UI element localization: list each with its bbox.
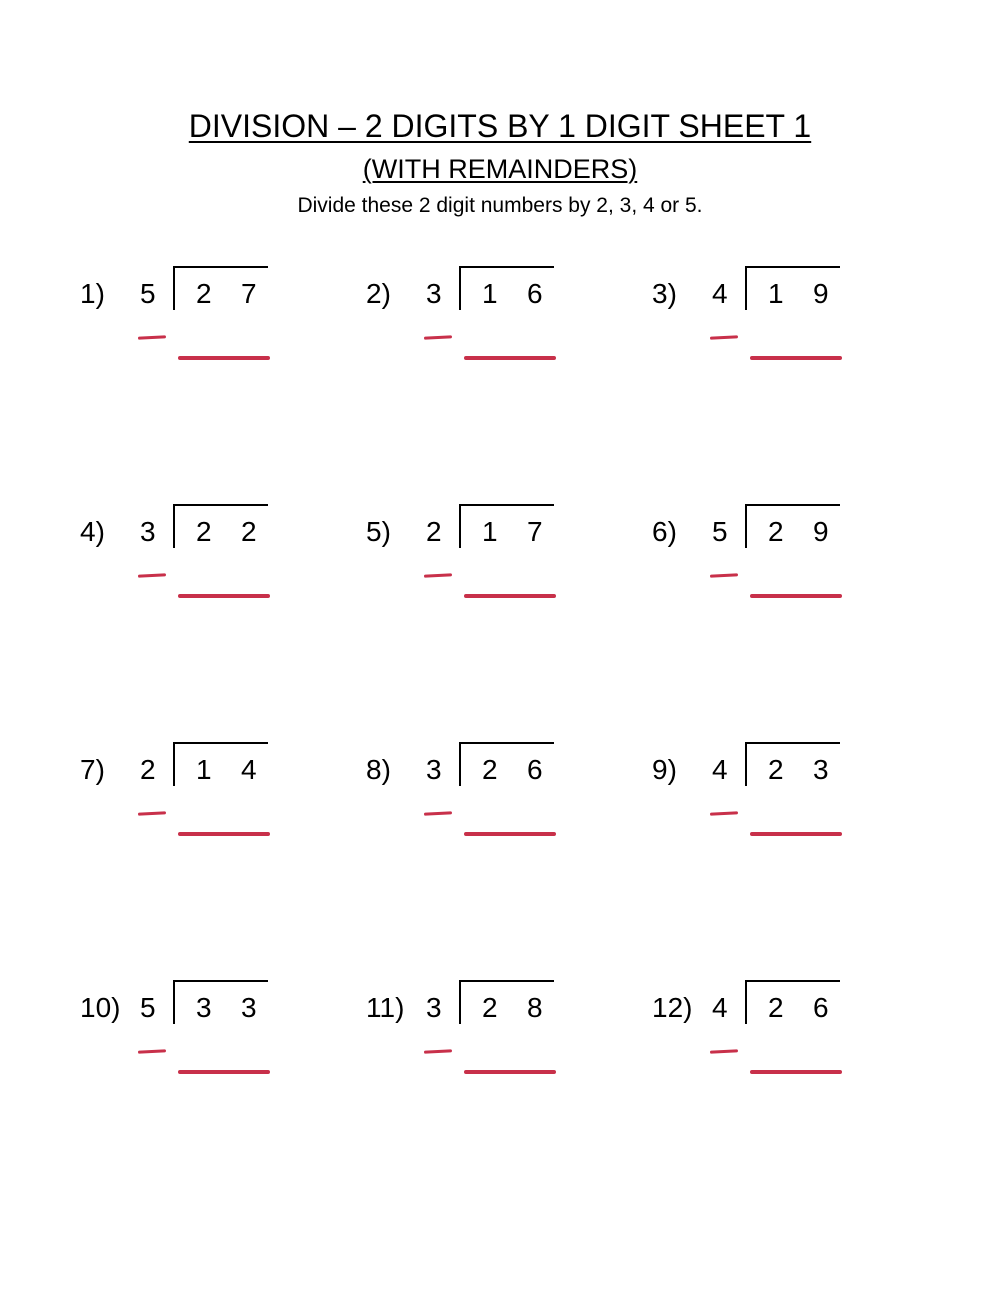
- problem-number: 1): [80, 278, 105, 309]
- divisor: 4: [712, 278, 728, 309]
- division-problem-10: [80, 986, 360, 1096]
- quotient-answer-line[interactable]: [750, 356, 842, 360]
- problem-number: 2): [366, 278, 391, 309]
- dividend-tens-digit: 2: [196, 516, 212, 547]
- divisor: 3: [426, 992, 442, 1023]
- remainder-answer-line[interactable]: [424, 1049, 452, 1053]
- quotient-answer-line[interactable]: [178, 356, 270, 360]
- problem-number: 8): [366, 754, 391, 785]
- dividend-ones-digit: 3: [813, 754, 829, 785]
- remainder-answer-line[interactable]: [138, 1049, 166, 1053]
- remainder-answer-line[interactable]: [424, 811, 452, 815]
- dividend-tens-digit: 2: [482, 992, 498, 1023]
- division-problem-1: [80, 272, 360, 382]
- dividend-tens-digit: 1: [482, 516, 498, 547]
- divisor: 5: [712, 516, 728, 547]
- divisor: 2: [426, 516, 442, 547]
- divisor: 3: [426, 278, 442, 309]
- dividend-tens-digit: 2: [196, 278, 212, 309]
- quotient-answer-line[interactable]: [464, 594, 556, 598]
- quotient-answer-line[interactable]: [750, 1070, 842, 1074]
- remainder-answer-line[interactable]: [138, 335, 166, 339]
- remainder-answer-line[interactable]: [710, 1049, 738, 1053]
- dividend-ones-digit: 7: [241, 278, 257, 309]
- division-problem-2: [366, 272, 646, 382]
- quotient-answer-line[interactable]: [178, 1070, 270, 1074]
- dividend-ones-digit: 2: [241, 516, 257, 547]
- dividend-ones-digit: 6: [813, 992, 829, 1023]
- dividend-tens-digit: 1: [768, 278, 784, 309]
- problem-number: 4): [80, 516, 105, 547]
- dividend-tens-digit: 3: [196, 992, 212, 1023]
- divisor: 3: [426, 754, 442, 785]
- remainder-answer-line[interactable]: [138, 811, 166, 815]
- division-problem-3: [652, 272, 932, 382]
- remainder-answer-line[interactable]: [424, 573, 452, 577]
- remainder-answer-line[interactable]: [710, 811, 738, 815]
- dividend-ones-digit: 9: [813, 516, 829, 547]
- dividend-ones-digit: 3: [241, 992, 257, 1023]
- divisor: 2: [140, 754, 156, 785]
- problem-number: 11): [366, 992, 405, 1023]
- dividend-ones-digit: 9: [813, 278, 829, 309]
- problem-number: 9): [652, 754, 677, 785]
- division-problem-9: [652, 748, 932, 858]
- quotient-answer-line[interactable]: [750, 832, 842, 836]
- quotient-answer-line[interactable]: [464, 832, 556, 836]
- quotient-answer-line[interactable]: [178, 594, 270, 598]
- problem-number: 7): [80, 754, 105, 785]
- division-problem-11: [366, 986, 646, 1096]
- division-problem-4: [80, 510, 360, 620]
- quotient-answer-line[interactable]: [464, 356, 556, 360]
- worksheet-instructions: Divide these 2 digit numbers by 2, 3, 4 or 5.: [297, 194, 703, 217]
- worksheet-subtitle: (WITH REMAINDERS): [362, 154, 638, 184]
- division-problem-12: [652, 986, 932, 1096]
- quotient-answer-line[interactable]: [750, 594, 842, 598]
- divisor: 5: [140, 992, 156, 1023]
- remainder-answer-line[interactable]: [710, 573, 738, 577]
- remainder-answer-line[interactable]: [138, 573, 166, 577]
- problem-number: 12): [652, 992, 693, 1023]
- divisor: 4: [712, 992, 728, 1023]
- division-problem-5: [366, 510, 646, 620]
- worksheet-title: DIVISION – 2 DIGITS BY 1 DIGIT SHEET 1: [188, 108, 812, 144]
- dividend-tens-digit: 2: [768, 516, 784, 547]
- remainder-answer-line[interactable]: [424, 335, 452, 339]
- problem-number: 6): [652, 516, 677, 547]
- dividend-tens-digit: 2: [482, 754, 498, 785]
- dividend-ones-digit: 6: [527, 278, 543, 309]
- dividend-ones-digit: 7: [527, 516, 543, 547]
- dividend-ones-digit: 8: [527, 992, 543, 1023]
- dividend-ones-digit: 4: [241, 754, 257, 785]
- remainder-answer-line[interactable]: [710, 335, 738, 339]
- dividend-tens-digit: 2: [768, 992, 784, 1023]
- problem-number: 3): [652, 278, 677, 309]
- division-problem-8: [366, 748, 646, 858]
- problem-number: 10): [80, 992, 121, 1023]
- dividend-tens-digit: 1: [196, 754, 212, 785]
- dividend-tens-digit: 2: [768, 754, 784, 785]
- division-problem-6: [652, 510, 932, 620]
- divisor: 4: [712, 754, 728, 785]
- quotient-answer-line[interactable]: [464, 1070, 556, 1074]
- quotient-answer-line[interactable]: [178, 832, 270, 836]
- division-problem-7: [80, 748, 360, 858]
- dividend-ones-digit: 6: [527, 754, 543, 785]
- dividend-tens-digit: 1: [482, 278, 498, 309]
- divisor: 3: [140, 516, 156, 547]
- divisor: 5: [140, 278, 156, 309]
- problem-number: 5): [366, 516, 391, 547]
